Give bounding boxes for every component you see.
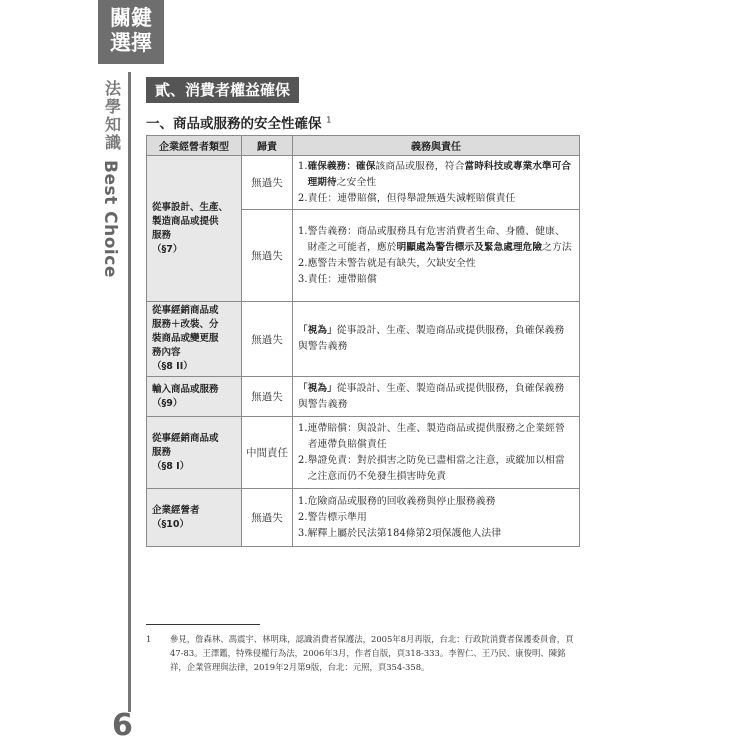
duty-item	[298, 256, 574, 272]
footnote	[146, 632, 580, 674]
plain-text: 之安全性	[336, 176, 377, 188]
duties-cell	[293, 377, 580, 417]
obligations-table	[146, 135, 580, 547]
duty-item	[298, 191, 574, 207]
duty-item-number: 3.	[298, 527, 308, 539]
table-row	[147, 489, 580, 547]
duty-item-number: 1.	[298, 422, 308, 434]
type-line: 服務	[152, 446, 172, 458]
table-row	[147, 156, 580, 210]
duty-item-text	[308, 494, 574, 510]
duty-item	[298, 510, 574, 526]
type-line: 務內容	[152, 347, 181, 358]
duty-item-text	[308, 256, 574, 272]
liability-cell: 無過失	[242, 210, 293, 302]
type-cell	[147, 302, 242, 377]
plain-text: 之方法	[542, 241, 572, 253]
duty-item-text	[298, 323, 574, 355]
duties-cell	[293, 156, 580, 210]
header-type: 企業經營者類型	[147, 136, 242, 156]
emphasis-text: 確保	[356, 160, 376, 172]
duties-cell	[293, 489, 580, 547]
header-liability: 歸責	[242, 136, 293, 156]
liability-cell: 無過失	[242, 489, 293, 547]
footnote-number: 1	[146, 634, 152, 644]
liability-cell: 無過失	[242, 377, 293, 417]
chapter-tag	[98, 0, 164, 64]
type-cell	[147, 417, 242, 489]
type-line: （§9）	[152, 397, 183, 409]
duties-cell	[293, 302, 580, 377]
sidebar	[98, 0, 152, 750]
plain-text: 責任：連帶賠償，但得舉證無過失減輕賠償責任	[307, 192, 516, 204]
type-line: 從事設計、生產、	[152, 201, 229, 213]
liability-cell: 無過失	[242, 156, 293, 210]
type-line: 製造商品或提供	[152, 215, 219, 227]
duty-item-text	[308, 421, 574, 453]
duty-item-number: 3.	[298, 273, 308, 285]
plain-text: 責任：連帶賠償	[307, 273, 377, 285]
plain-text: 應警告未警告就是有缺失，欠缺安全性	[307, 257, 476, 269]
duty-item-text	[308, 510, 574, 526]
emphasis-text: 確保義務：	[307, 160, 357, 172]
duty-item-text	[308, 224, 574, 256]
duty-item	[298, 159, 574, 191]
sidebar-divider	[128, 72, 131, 712]
section-title: 貳、消費者權益確保	[146, 77, 299, 103]
liability-cell: 中間責任	[242, 417, 293, 489]
type-line: 從事經銷商品或	[152, 432, 219, 444]
duty-item-number: 1.	[298, 495, 308, 507]
duty-item	[298, 323, 574, 355]
duty-item-number: 1.	[298, 160, 308, 172]
plain-text: 從事設計、生產、製造商品或提供服務，負確保義務與警告義務	[298, 325, 565, 352]
plain-text: 該商品或服務，符合	[375, 160, 465, 172]
emphasis-text: 「視為」	[298, 382, 337, 394]
duty-item	[298, 526, 574, 542]
footnote-text: 參見，詹森林、馮震宇、林明珠，認識消費者保護法，2005年8月再版，台北：行政院消費者保護委員會，頁47-83。王澤鑑，特殊侵權行為法，2006年3月，作者自版，頁318-333。李智仁、王乃民、康俊明、陳銘祥，企業管理與法律，2019年2月第9版，台北：元照，頁354-358。	[170, 634, 574, 672]
plain-text: 警告標示準用	[307, 511, 367, 523]
liability-cell: 無過失	[242, 302, 293, 377]
type-line: 企業經營者	[152, 504, 200, 516]
type-line: （§8 I）	[152, 460, 190, 472]
table-header-row	[147, 136, 580, 156]
vertical-series-label: Best Choice	[100, 160, 120, 278]
type-cell	[147, 377, 242, 417]
type-cell	[147, 489, 242, 547]
type-line: 裝商品或變更服	[152, 333, 219, 344]
type-line: （§10）	[152, 518, 189, 530]
type-cell	[147, 156, 242, 302]
footnote-divider	[146, 624, 260, 625]
duty-item-number: 1.	[298, 225, 308, 237]
vertical-char: 學	[104, 97, 121, 116]
duty-item	[298, 421, 574, 453]
type-line: 輸入商品或服務	[152, 383, 219, 395]
plain-text: 解釋上屬於民法第184條第2項保護他人法律	[307, 527, 502, 539]
duties-cell	[293, 210, 580, 302]
header-duties: 義務與責任	[293, 136, 580, 156]
subheading	[146, 112, 331, 132]
vertical-char: 法	[104, 79, 121, 98]
type-line: 服務	[152, 229, 172, 241]
type-line: 服務＋改裝、分	[152, 319, 219, 330]
duty-item-number: 2.	[298, 511, 308, 523]
emphasis-text: 「視為」	[298, 325, 337, 336]
plain-text: 危險商品或服務的回收義務與停止服務義務	[307, 495, 496, 507]
emphasis-text: 當時科技或專業水準可合理期待	[307, 160, 572, 188]
duty-item-number: 2.	[298, 454, 308, 466]
duty-item	[298, 224, 574, 256]
duty-item-text	[308, 453, 574, 485]
duty-item-text	[308, 159, 574, 191]
duty-item	[298, 453, 574, 485]
vertical-char: 識	[104, 133, 121, 152]
subheading-text: 一、商品或服務的安全性確保	[146, 116, 322, 132]
emphasis-text: 明顯處為警告標示及緊急處理危險	[396, 241, 543, 253]
duty-item	[298, 381, 574, 413]
duty-item-text	[308, 191, 574, 207]
duty-item-text	[308, 272, 574, 288]
type-line: 從事經銷商品或	[152, 305, 219, 316]
duty-item	[298, 272, 574, 288]
vertical-subject-label	[102, 80, 124, 152]
duty-item-text	[308, 526, 574, 542]
vertical-char: 知	[104, 115, 121, 134]
plain-text: 舉證免責：對於損害之防免已盡相當之注意，或縱加以相當之注意而仍不免發生損害時免責	[307, 454, 565, 482]
type-line: （§7）	[152, 243, 183, 255]
type-line: （§8 II）	[152, 361, 193, 372]
chapter-tag-line1: 關鍵	[110, 6, 152, 30]
chapter-tag-line2: 選擇	[110, 31, 152, 55]
duty-item	[298, 494, 574, 510]
table-row	[147, 417, 580, 489]
plain-text: 連帶賠償：與設計、生產、製造商品或提供服務之企業經營者連帶負賠償責任	[307, 422, 565, 450]
page-number: 6	[112, 708, 133, 743]
duty-item-number: 2.	[298, 257, 308, 269]
duty-item-text	[298, 381, 574, 413]
plain-text: 從事設計、生產、製造商品或提供服務，負確保義務與警告義務	[298, 382, 565, 410]
table-row	[147, 302, 580, 377]
duties-cell	[293, 417, 580, 489]
table-row	[147, 377, 580, 417]
plain-text: 警告義務：商品或服務具有危害消費者生命、身體、健康、財產之可能者，應於	[307, 225, 565, 253]
footnote-ref: 1	[326, 115, 332, 125]
duty-item-number: 2.	[298, 192, 308, 204]
